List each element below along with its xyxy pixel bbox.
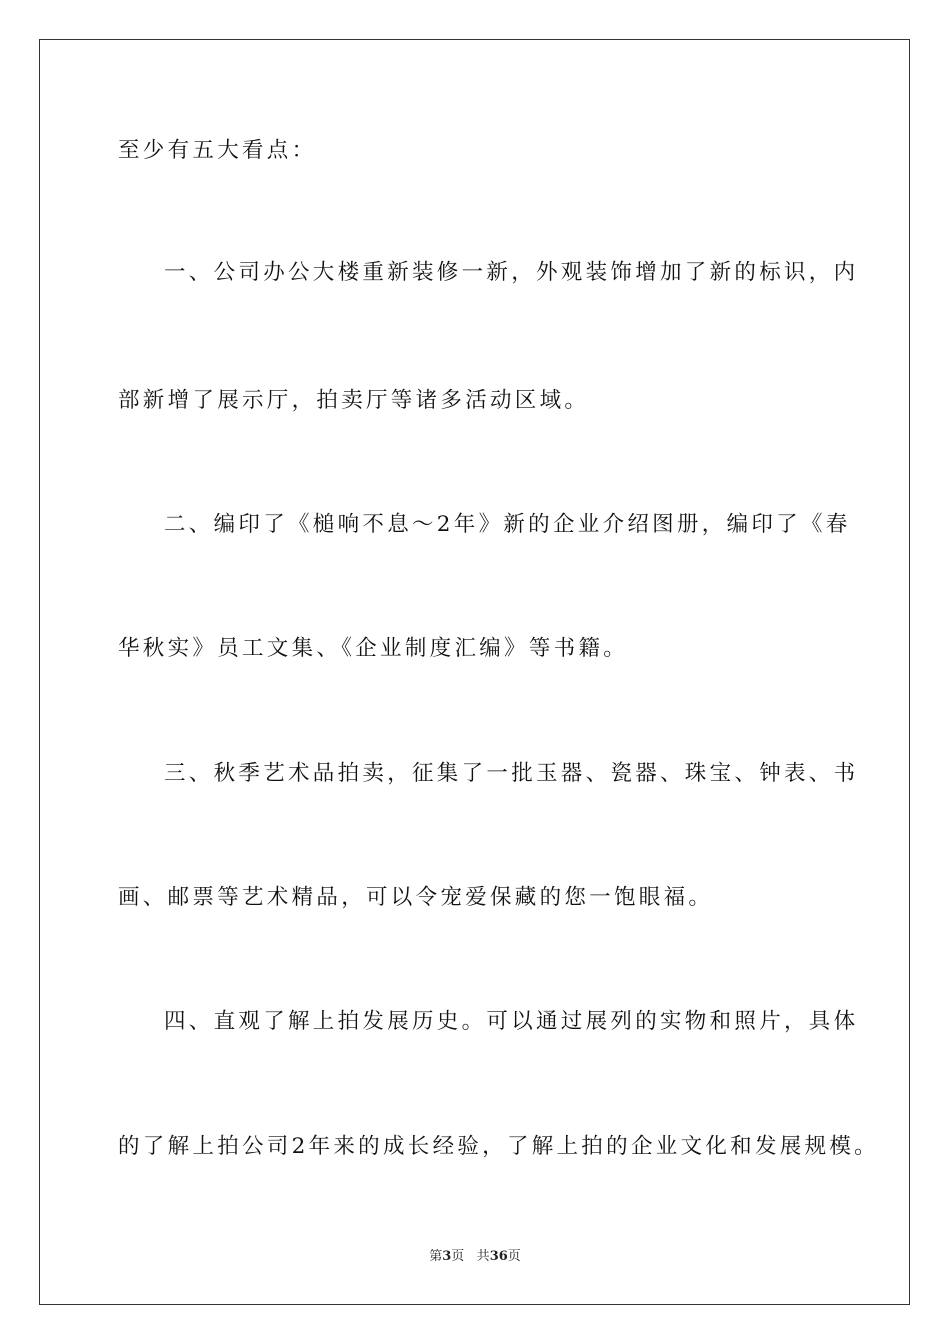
text-line-8: 四、直观了解上拍发展历史。可以通过展列的实物和照片，具体 (164, 1009, 859, 1034)
footer-page-prefix: 第 (429, 1249, 443, 1264)
text-line-9: 的了解上拍公司2年来的成长经验，了解上拍的企业文化和发展规模。 (118, 1134, 879, 1159)
text-line-1: 至少有五大看点： (118, 138, 317, 163)
text-line-2: 一、公司办公大楼重新装修一新，外观装饰增加了新的标识，内 (164, 260, 859, 285)
page-footer (0, 1248, 950, 1266)
text-line-5: 华秋实》员工文集、《企业制度汇编》等书籍。 (118, 636, 629, 661)
footer-page-number: 3 (442, 1249, 452, 1264)
page-border (39, 39, 910, 1305)
text-line-6: 三、秋季艺术品拍卖，征集了一批玉器、瓷器、珠宝、钟表、书 (164, 761, 859, 786)
footer-total-suffix: 页 (507, 1249, 521, 1264)
text-line-4: 二、编印了《槌响不息～2年》新的企业介绍图册，编印了《春 (164, 512, 851, 537)
text-line-7: 画、邮票等艺术精品，可以令宠爱保藏的您一饱眼福。 (118, 885, 714, 910)
text-line-3: 部新增了展示厅，拍卖厅等诸多活动区域。 (118, 388, 590, 413)
footer-total-prefix: 共 (476, 1249, 490, 1264)
footer-page-suffix: 页 (451, 1249, 465, 1264)
footer-total-pages: 36 (489, 1249, 508, 1264)
